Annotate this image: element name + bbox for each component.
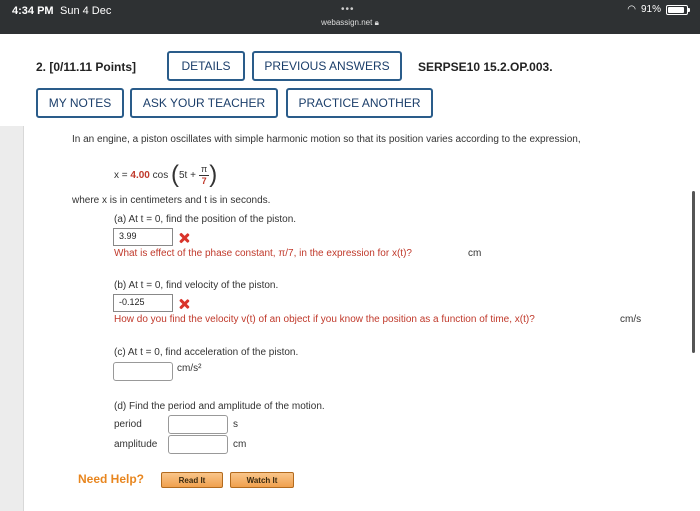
eq-amplitude: 4.00 bbox=[130, 169, 150, 181]
part-b-answer-input[interactable]: -0.125 bbox=[113, 294, 173, 312]
part-d-prompt: (d) Find the period and amplitude of the motion. bbox=[114, 401, 325, 412]
part-b-feedback: How do you find the velocity v(t) of an object if you know the position as a function of time, x(t)? bbox=[114, 314, 535, 325]
question-code: SERPSE10 15.2.OP.003. bbox=[418, 60, 553, 74]
incorrect-x-icon bbox=[179, 299, 189, 309]
incorrect-x-icon bbox=[179, 233, 189, 243]
practice-another-button[interactable]: PRACTICE ANOTHER bbox=[286, 88, 433, 118]
scrollbar[interactable] bbox=[692, 191, 695, 353]
details-button[interactable]: DETAILS bbox=[167, 51, 245, 81]
url-bar[interactable] bbox=[0, 18, 700, 28]
battery-icon bbox=[666, 5, 688, 15]
part-c-unit: cm/s² bbox=[177, 363, 202, 374]
previous-answers-button[interactable]: PREVIOUS ANSWERS bbox=[252, 51, 402, 81]
eq-lhs: x = bbox=[114, 169, 128, 181]
wifi-icon: ◠ bbox=[627, 4, 636, 15]
battery-fill bbox=[668, 7, 684, 13]
amplitude-input[interactable] bbox=[168, 435, 228, 454]
part-c-answer-input[interactable] bbox=[113, 362, 173, 381]
eq-fraction bbox=[199, 164, 209, 187]
ask-teacher-button[interactable]: ASK YOUR TEACHER bbox=[130, 88, 278, 118]
problem-where: where x is in centimeters and t is in seconds. bbox=[72, 195, 271, 206]
part-a-answer-input[interactable]: 3.99 bbox=[113, 228, 173, 246]
status-bar bbox=[0, 0, 700, 34]
multitasking-dots-icon[interactable]: ••• bbox=[341, 4, 355, 15]
part-b-prompt: (b) At t = 0, find velocity of the piston. bbox=[114, 280, 279, 291]
page bbox=[0, 34, 700, 511]
eq-numerator: π bbox=[200, 163, 208, 174]
period-label: period bbox=[114, 419, 142, 430]
eq-arg: 5t + bbox=[179, 169, 196, 181]
part-a-feedback: What is effect of the phase constant, π/7, in the expression for x(t)? bbox=[114, 248, 412, 259]
problem-intro: In an engine, a piston oscillates with simple harmonic motion so that its position varies according to the expression, bbox=[72, 134, 581, 145]
part-b-unit: cm/s bbox=[620, 314, 642, 325]
eq-denominator: 7 bbox=[201, 175, 207, 186]
status-right bbox=[627, 4, 688, 15]
part-a-prompt: (a) At t = 0, find the position of the piston. bbox=[114, 214, 297, 225]
status-date: Sun 4 Dec bbox=[60, 5, 112, 17]
eq-open-paren: ( bbox=[171, 161, 179, 188]
eq-cos: cos bbox=[152, 169, 169, 181]
amplitude-unit: cm bbox=[233, 439, 247, 450]
eq-close-paren: ) bbox=[209, 161, 218, 188]
question-header bbox=[0, 34, 700, 126]
read-it-button[interactable]: Read It bbox=[161, 472, 223, 488]
status-time: 4:34 PM bbox=[12, 5, 54, 17]
my-notes-button[interactable]: MY NOTES bbox=[36, 88, 124, 118]
question-content bbox=[23, 126, 700, 511]
equation bbox=[114, 160, 217, 190]
part-a-unit: cm bbox=[468, 248, 482, 259]
amplitude-label: amplitude bbox=[114, 439, 158, 450]
watch-it-button[interactable]: Watch It bbox=[230, 472, 294, 488]
lock-icon: 🔒︎ bbox=[374, 18, 379, 27]
need-help-label: Need Help? bbox=[78, 472, 145, 486]
question-number-points: 2. [0/11.11 Points] bbox=[36, 60, 137, 74]
part-c-prompt: (c) At t = 0, find acceleration of the piston. bbox=[114, 347, 299, 358]
period-input[interactable] bbox=[168, 415, 228, 434]
period-unit: s bbox=[233, 419, 238, 430]
battery-percent: 91% bbox=[640, 4, 661, 15]
url-text: webassign.net bbox=[321, 18, 373, 27]
